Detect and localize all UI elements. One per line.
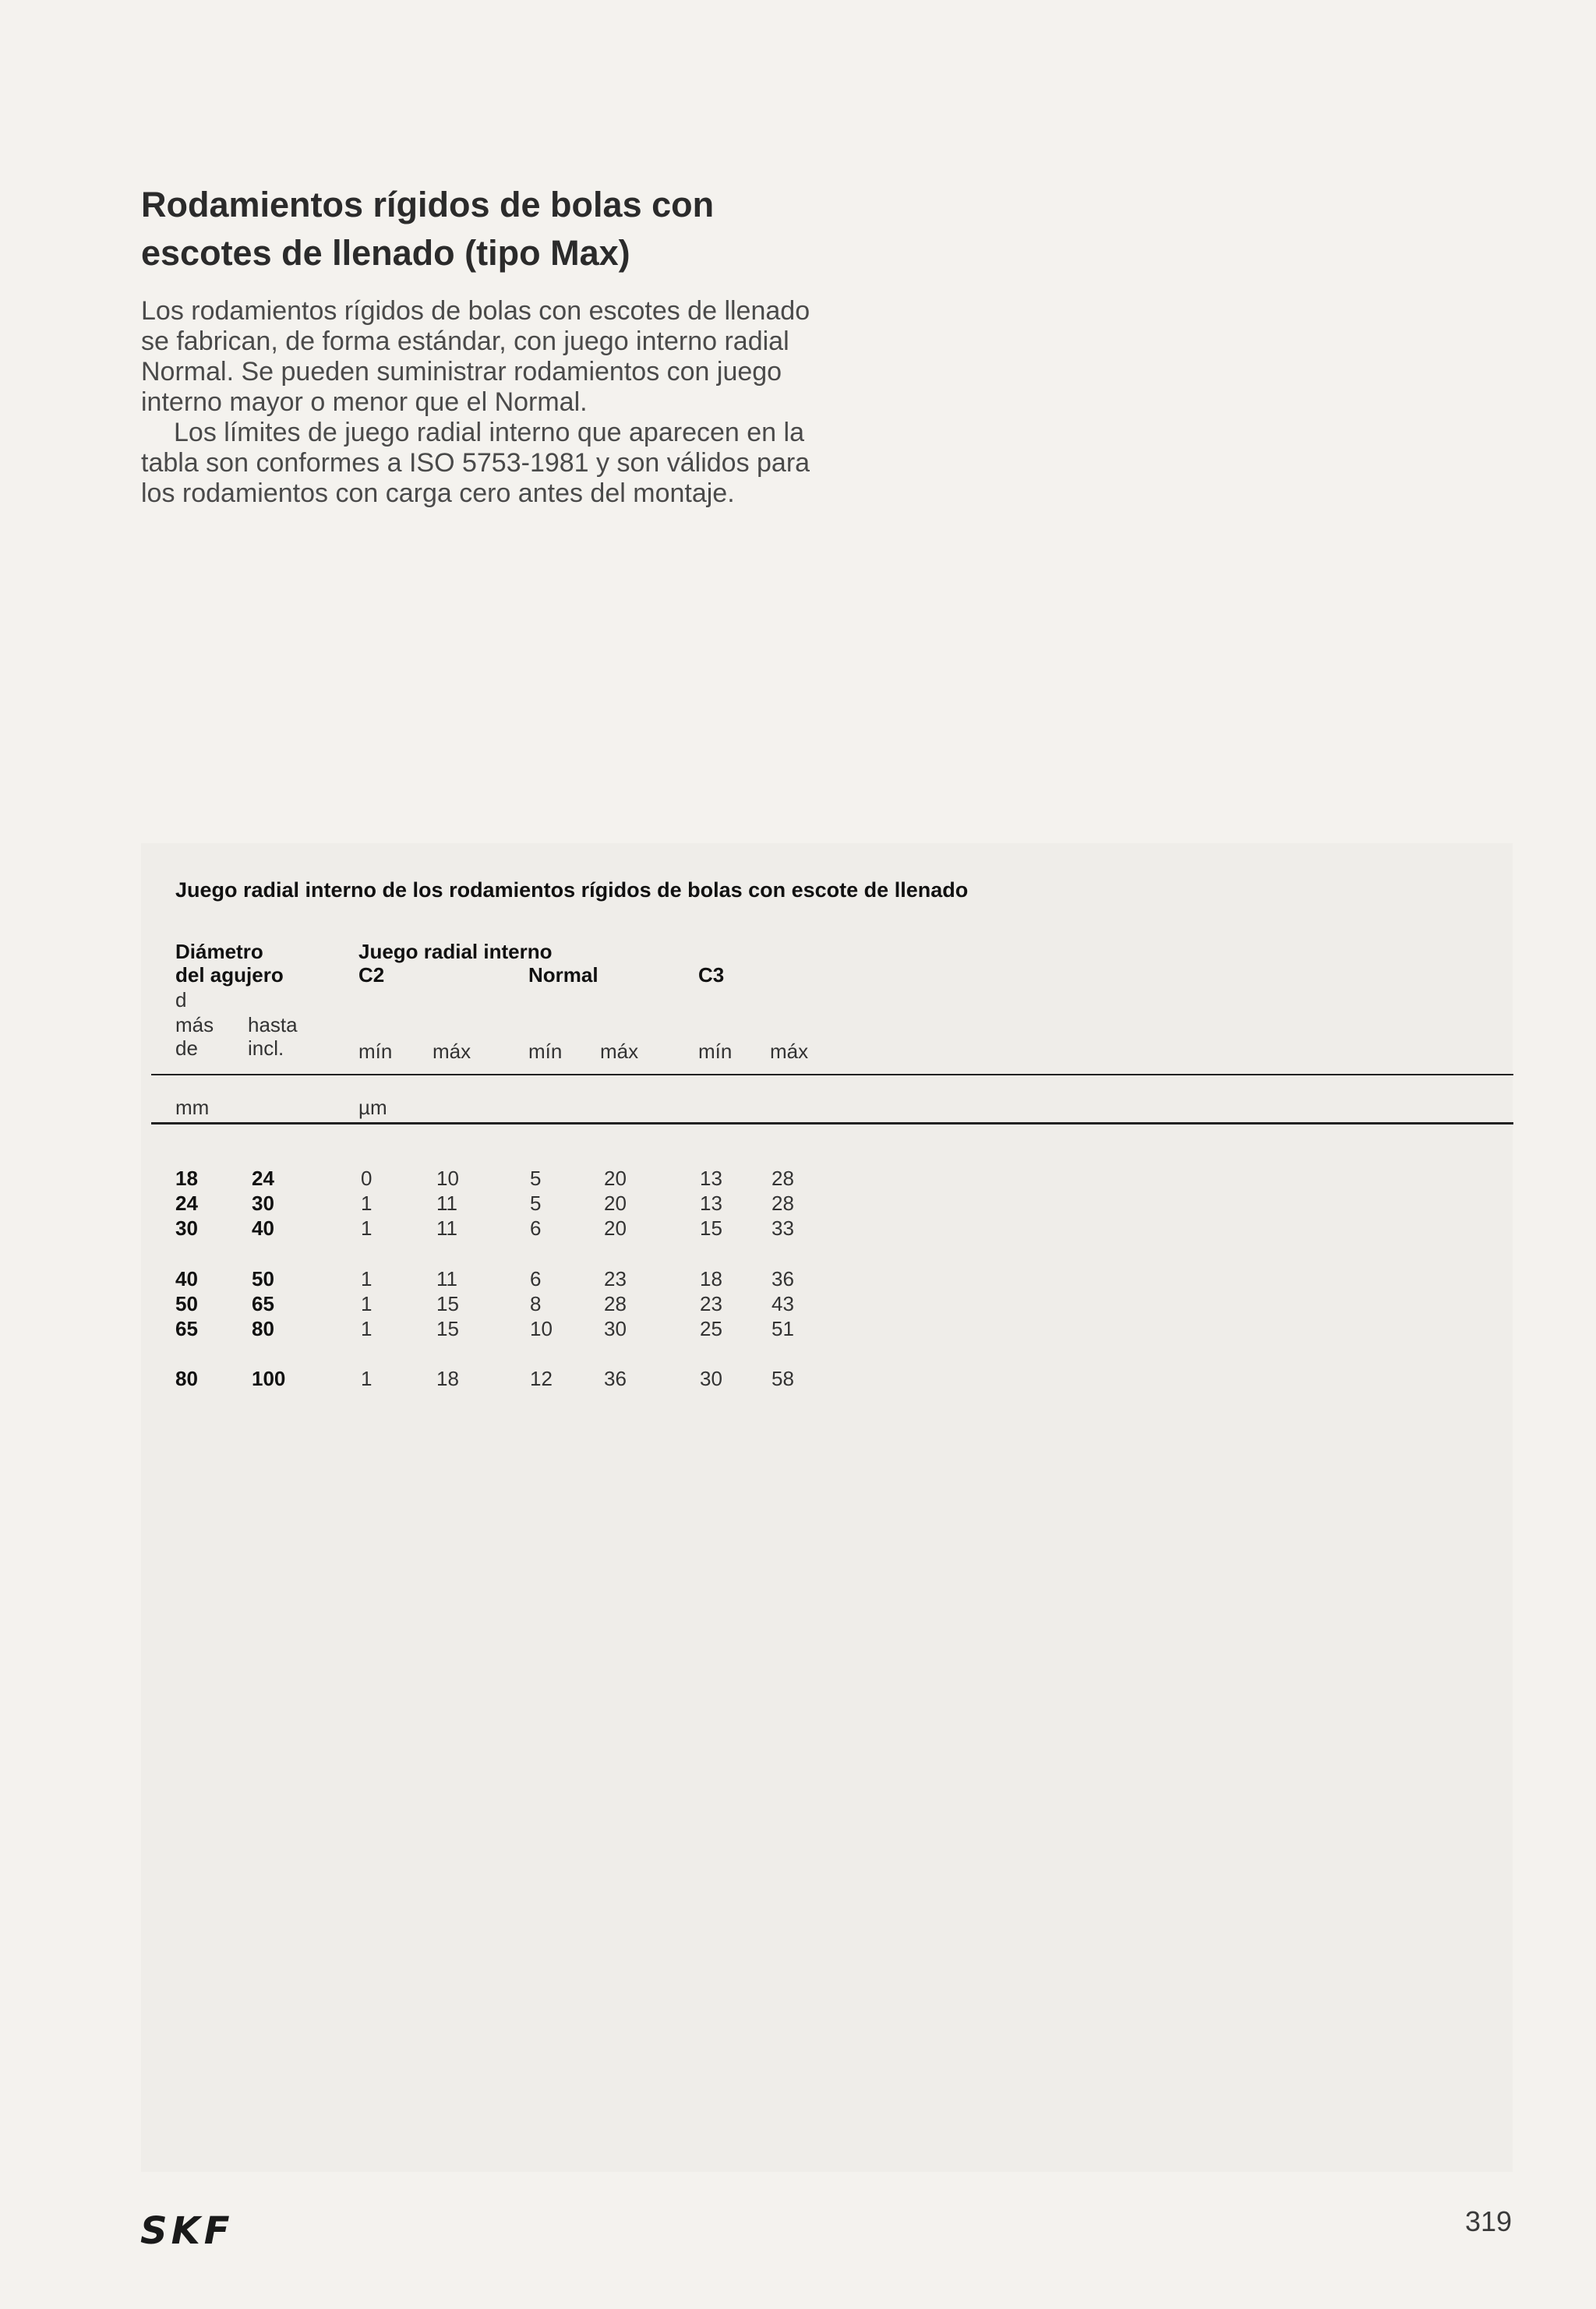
- cell-c3-min: 15: [700, 1216, 722, 1240]
- cell-d-to: 50: [252, 1267, 274, 1290]
- cell-d-to: 65: [252, 1292, 274, 1315]
- cell-d-from: 65: [175, 1317, 198, 1340]
- cell-c2-min: 1: [361, 1216, 373, 1240]
- cell-c3-min: 18: [700, 1267, 722, 1290]
- diameter-header-line1: Diámetro: [175, 940, 263, 963]
- header-mas: más: [175, 1013, 214, 1036]
- group-c2: C2: [358, 963, 385, 987]
- diameter-header-line2: del agujero: [175, 963, 284, 987]
- table-caption: Juego radial interno de los rodamientos rígidos de bolas con escote de llenado: [175, 878, 969, 902]
- diameter-symbol: d: [175, 988, 187, 1012]
- cell-c2-max: 15: [436, 1317, 459, 1340]
- table-panel: [141, 843, 1513, 2172]
- cell-normal-min: 6: [530, 1216, 542, 1240]
- c3-max-label: máx: [770, 1040, 809, 1063]
- clearance-header: Juego radial interno: [358, 940, 553, 963]
- cell-normal-min: 5: [530, 1167, 542, 1190]
- cell-normal-max: 36: [604, 1367, 627, 1390]
- header-rule-top: [151, 1074, 1513, 1075]
- cell-c2-min: 1: [361, 1292, 373, 1315]
- cell-d-to: 80: [252, 1317, 274, 1340]
- cell-c3-min: 23: [700, 1292, 722, 1315]
- cell-normal-min: 10: [530, 1317, 553, 1340]
- cell-c2-min: 1: [361, 1192, 373, 1215]
- cell-d-from: 50: [175, 1292, 198, 1315]
- cell-d-to: 24: [252, 1167, 274, 1190]
- cell-c2-min: 1: [361, 1367, 373, 1390]
- cell-c3-max: 28: [772, 1192, 794, 1215]
- header-rule-bottom: [151, 1122, 1513, 1124]
- cell-c2-min: 0: [361, 1167, 373, 1190]
- cell-normal-max: 20: [604, 1216, 627, 1240]
- cell-c2-max: 11: [436, 1192, 457, 1215]
- cell-c2-max: 11: [436, 1216, 457, 1240]
- cell-c3-max: 58: [772, 1367, 794, 1390]
- cell-normal-max: 20: [604, 1192, 627, 1215]
- normal-min-label: mín: [528, 1040, 563, 1063]
- cell-normal-min: 6: [530, 1267, 542, 1290]
- page-number: 319: [1465, 2205, 1513, 2237]
- unit-mm: mm: [175, 1096, 210, 1119]
- section-title: [141, 181, 842, 277]
- cell-c2-min: 1: [361, 1317, 373, 1340]
- header-incl: incl.: [248, 1036, 284, 1060]
- cell-normal-min: 5: [530, 1192, 542, 1215]
- cell-c3-max: 51: [772, 1317, 794, 1340]
- cell-d-from: 24: [175, 1192, 198, 1215]
- unit-um: µm: [358, 1096, 387, 1119]
- c2-max-label: máx: [433, 1040, 471, 1063]
- cell-c3-max: 33: [772, 1216, 794, 1240]
- cell-normal-min: 8: [530, 1292, 542, 1315]
- cell-d-from: 40: [175, 1267, 198, 1290]
- c2-min-label: mín: [358, 1040, 393, 1063]
- cell-d-from: 18: [175, 1167, 198, 1190]
- cell-normal-max: 23: [604, 1267, 627, 1290]
- cell-d-from: 80: [175, 1367, 198, 1390]
- cell-c3-min: 13: [700, 1167, 722, 1190]
- header-hasta: hasta: [248, 1013, 298, 1036]
- cell-d-to: 100: [252, 1367, 286, 1390]
- cell-c3-max: 43: [772, 1292, 794, 1315]
- cell-c3-max: 28: [772, 1167, 794, 1190]
- cell-d-from: 30: [175, 1216, 198, 1240]
- intro-paragraph-1: Los rodamientos rígidos de bolas con escotes de llenado se fabrican, de forma estándar, con juego interno radial Normal. Se pueden suministrar rodamientos con juego interno mayor o menor que el Normal.: [141, 296, 810, 417]
- cell-d-to: 40: [252, 1216, 274, 1240]
- cell-d-to: 30: [252, 1192, 274, 1215]
- cell-c3-min: 30: [700, 1367, 722, 1390]
- cell-normal-max: 20: [604, 1167, 627, 1190]
- cell-normal-max: 30: [604, 1317, 627, 1340]
- title-line-1: Rodamientos rígidos de bolas con: [141, 185, 715, 224]
- cell-c2-max: 15: [436, 1292, 459, 1315]
- cell-c2-min: 1: [361, 1267, 373, 1290]
- cell-c2-max: 10: [436, 1167, 459, 1190]
- cell-c3-max: 36: [772, 1267, 794, 1290]
- intro-text: [141, 296, 811, 509]
- header-de: de: [175, 1036, 198, 1060]
- cell-c3-min: 25: [700, 1317, 722, 1340]
- cell-normal-max: 28: [604, 1292, 627, 1315]
- cell-c3-min: 13: [700, 1192, 722, 1215]
- group-c3: C3: [698, 963, 725, 987]
- intro-paragraph-2: Los límites de juego radial interno que aparecen en la tabla son conformes a ISO 5753-1981 y son válidos para los rodamientos con carga cero antes del montaje.: [141, 418, 810, 508]
- group-normal: Normal: [528, 963, 598, 987]
- normal-max-label: máx: [600, 1040, 639, 1063]
- title-line-2: escotes de llenado (tipo Max): [141, 233, 630, 273]
- c3-min-label: mín: [698, 1040, 733, 1063]
- cell-c2-max: 11: [436, 1267, 457, 1290]
- skf-logo: SKF: [140, 2209, 234, 2253]
- cell-normal-min: 12: [530, 1367, 553, 1390]
- cell-c2-max: 18: [436, 1367, 459, 1390]
